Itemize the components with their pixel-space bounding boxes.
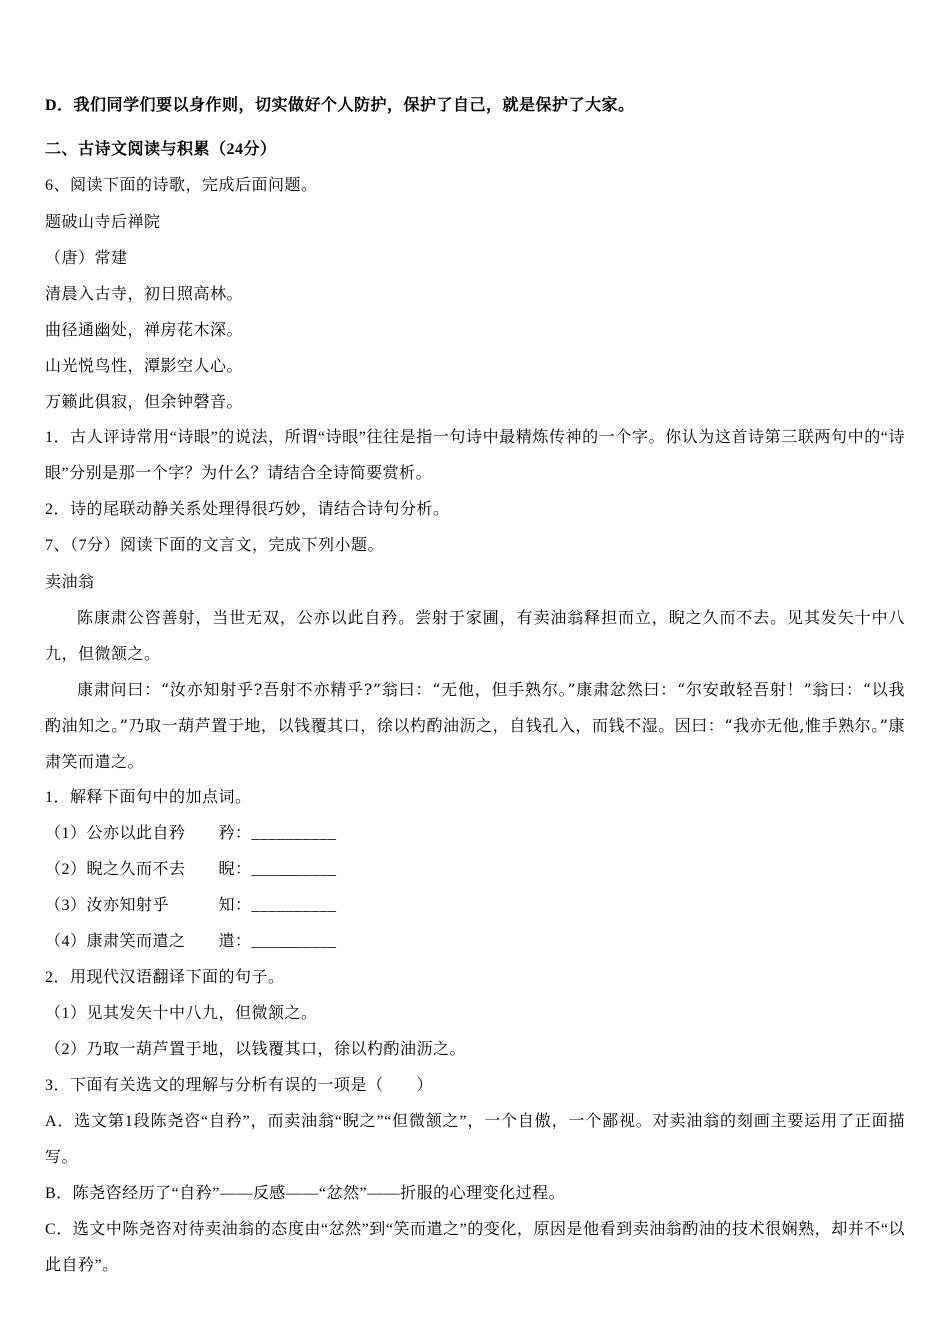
poem-title: 题破山寺后禅院 <box>45 212 161 231</box>
option-c: C．选文中陈尧咨对待卖油翁的态度由“忿然”到“笑而遣之”的变化，原因是他看到卖油翁酌油的技术很娴熟，却并不“以此自矜”。 <box>45 1221 905 1274</box>
section-2-header: 二、古诗文阅读与积累（24分） <box>45 141 277 158</box>
translate-item-2: （2）乃取一葫芦置于地，以钱覆其口，徐以杓酌油沥之。 <box>45 1041 467 1058</box>
blank-item-4: （4）康肃笑而遣之 遣：__________ <box>45 933 337 950</box>
option-a: A．选文第1段陈尧咨“自矜”，而卖油翁“睨之”“但微颔之”，一个自傲，一个鄙视。对卖油翁的刻画主要运用了正面描写。 <box>45 1113 905 1166</box>
option-d: D．我们同学们要以身作则，切实做好个人防护，保护了自己，就是保护了大家。 <box>45 97 635 114</box>
passage-paragraph-2: 康肃问曰：“汝亦知射乎?吾射不亦精乎?”翁曰：“无他，但手熟尔。”康肃忿然曰：“尔安敢轻吾射！”翁曰：“以我酌油知之。”乃取一葫芦置于地，以钱覆其口，徐以杓酌油沥之，自钱孔入，而钱不湿。因曰：“我亦无他,惟手熟尔。”康肃笑而遣之。 <box>45 680 905 771</box>
question-6-sub-1: 1．古人评诗常用“诗眼”的说法，所谓“诗眼”往往是指一句诗中最精炼传神的一个字。你认为这首诗第三联两句中的“诗眼”分别是那一个字？为什么？请结合全诗简要赏析。 <box>45 429 905 482</box>
question-7-sub-2: 2．用现代汉语翻译下面的句子。 <box>45 969 285 986</box>
passage-title: 卖油翁 <box>45 572 95 591</box>
poem-line-2: 曲径通幽处，禅房花木深。 <box>45 320 244 339</box>
question-7-intro: 7、（7分）阅读下面的文言文，完成下列小题。 <box>45 537 385 554</box>
question-6-intro: 6、阅读下面的诗歌，完成后面问题。 <box>45 177 318 194</box>
question-6-sub-2: 2．诗的尾联动静关系处理得很巧妙，请结合诗句分析。 <box>45 501 450 518</box>
document-body <box>45 88 905 1284</box>
passage-paragraph-1: 陈康肃公咨善射，当世无双，公亦以此自矜。尝射于家圃，有卖油翁释担而立，睨之久而不去。见其发矢十中八九，但微颔之。 <box>45 608 905 663</box>
blank-item-3: （3）汝亦知射乎 知：__________ <box>45 897 337 914</box>
poem-author: （唐）常建 <box>45 248 128 267</box>
blank-item-2: （2）睨之久而不去 睨：__________ <box>45 861 337 878</box>
translate-item-1: （1）见其发矢十中八九，但微颔之。 <box>45 1005 318 1022</box>
blank-item-1: （1）公亦以此自矜 矜：__________ <box>45 825 337 842</box>
option-b: B．陈尧咨经历了“自矜”——反感——“忿然”——折服的心理变化过程。 <box>45 1185 566 1202</box>
poem-line-4: 万籁此俱寂，但余钟磬音。 <box>45 392 244 411</box>
question-7-sub-3: 3．下面有关选文的理解与分析有误的一项是（ ） <box>45 1077 434 1094</box>
question-7-sub-1: 1．解释下面句中的加点词。 <box>45 789 252 806</box>
poem-line-3: 山光悦鸟性，潭影空人心。 <box>45 356 244 375</box>
poem-line-1: 清晨入古寺，初日照高林。 <box>45 284 244 303</box>
